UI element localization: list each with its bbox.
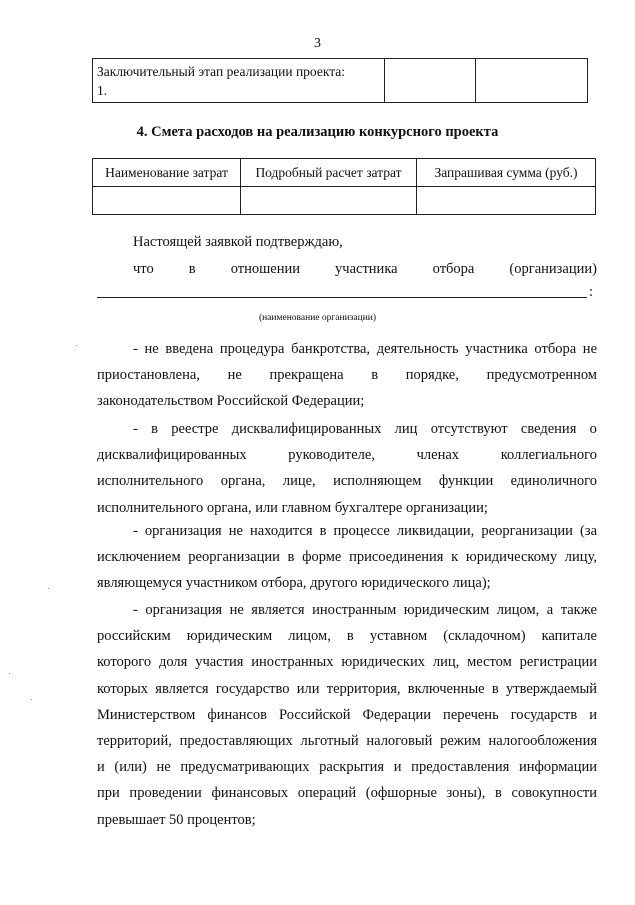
text-line: которых является государство или территория, включенные в утверждаемый (97, 680, 597, 697)
word: прекращена (269, 367, 344, 384)
word: сведения (520, 421, 577, 437)
table-row (93, 59, 588, 103)
cost-estimate-table (92, 158, 596, 215)
text-line (97, 473, 597, 490)
stage-item-number: 1. (97, 83, 108, 98)
table-row (93, 187, 596, 215)
text-line: исполнительного органа, или главном бухгалтере организации; (97, 499, 488, 516)
project-stage-table (92, 58, 588, 103)
organization-name-blank (97, 297, 587, 298)
colon: : (589, 284, 594, 300)
word: коллегиального (500, 447, 597, 464)
word: в (371, 367, 379, 384)
word: единоличного (510, 473, 597, 490)
table-cell (93, 59, 385, 103)
word: отбора (432, 261, 475, 277)
word: порядке, (405, 367, 459, 384)
word: в (346, 628, 354, 645)
text-line (97, 367, 597, 384)
word: предусмотренном (486, 367, 597, 384)
word: лиц (394, 421, 418, 437)
word: приостановлена, (97, 367, 200, 384)
word: дисквалифицированных (97, 447, 247, 464)
word: что (133, 261, 154, 277)
table-cell (476, 59, 588, 103)
word: органа, (220, 473, 266, 490)
text-line: являющемуся участником отбора, другого юридического лица); (97, 575, 491, 592)
word: (складочном) (443, 628, 526, 645)
scan-speck (9, 673, 10, 674)
word: участника (335, 261, 398, 277)
word: в (151, 421, 158, 437)
word: исполняющем (333, 473, 422, 490)
text-line: Министерством финансов Российской Федерации перечень государств и (97, 706, 597, 723)
word: членах (416, 447, 460, 464)
text-line: при проведении финансовых операций (офшорные зоны), в совокупности (97, 785, 597, 802)
word: дисквалифицированных (231, 421, 382, 437)
word: отсутствуют (430, 421, 508, 437)
column-header: Наименование затрат (93, 159, 241, 187)
column-header: Запрашивая сумма (руб.) (417, 159, 596, 187)
word: исполнительного (97, 473, 204, 490)
word: в (188, 261, 196, 277)
organization-name-caption: (наименование организации) (258, 313, 377, 323)
scan-speck (31, 699, 32, 700)
word: отношении (230, 261, 300, 277)
scan-speck (48, 588, 49, 589)
text-line: которого доля участия иностранных юридических лиц, местом регистрации (97, 654, 597, 671)
confirmation-intro: Настоящей заявкой подтверждаю, (133, 234, 343, 250)
scan-speck (76, 345, 77, 346)
word: лицом, (288, 628, 331, 645)
table-header-row (93, 159, 596, 187)
word: о (589, 421, 597, 437)
table-cell (241, 187, 417, 215)
text-line: - организация не находится в процессе ликвидации, реорганизации (за (133, 523, 597, 539)
word: капитале (541, 628, 597, 645)
word: - (133, 421, 138, 437)
word: руководителе, (288, 447, 375, 464)
text-line (97, 447, 597, 464)
text-line: и (или) не предусматривающих раскрытия и предоставления информации (97, 759, 597, 776)
word: функции (438, 473, 494, 490)
section-heading: 4. Смета расходов на реализацию конкурсного проекта (136, 124, 499, 140)
table-cell (385, 59, 476, 103)
text-line (133, 421, 597, 438)
word: (организации) (509, 261, 597, 277)
text-line: исключением реорганизации в форме присоединения к юридическому лицу, (97, 549, 597, 566)
text-line: - не введена процедура банкротства, деятельность участника отбора не (133, 341, 597, 357)
text-line: превышает 50 процентов; (97, 811, 256, 828)
word: не (227, 367, 242, 384)
word: уставном (369, 628, 428, 645)
word: юридическим (186, 628, 273, 645)
word: реестре (171, 421, 219, 437)
table-cell (417, 187, 596, 215)
text-line: территорий, предоставляющих льготный налоговый режим налогообложения (97, 733, 597, 749)
word: российским (97, 628, 171, 645)
table-cell (93, 187, 241, 215)
column-header: Подробный расчет затрат (241, 159, 417, 187)
text-line: - организация не является иностранным юридическим лицом, а также (133, 602, 597, 618)
page-number: 3 (314, 36, 321, 51)
confirmation-line (133, 261, 597, 278)
stage-label: Заключительный этап реализации проекта: (97, 64, 346, 79)
word: лице, (282, 473, 316, 490)
text-line (97, 628, 597, 645)
text-line: законодательством Российской Федерации; (97, 393, 365, 410)
